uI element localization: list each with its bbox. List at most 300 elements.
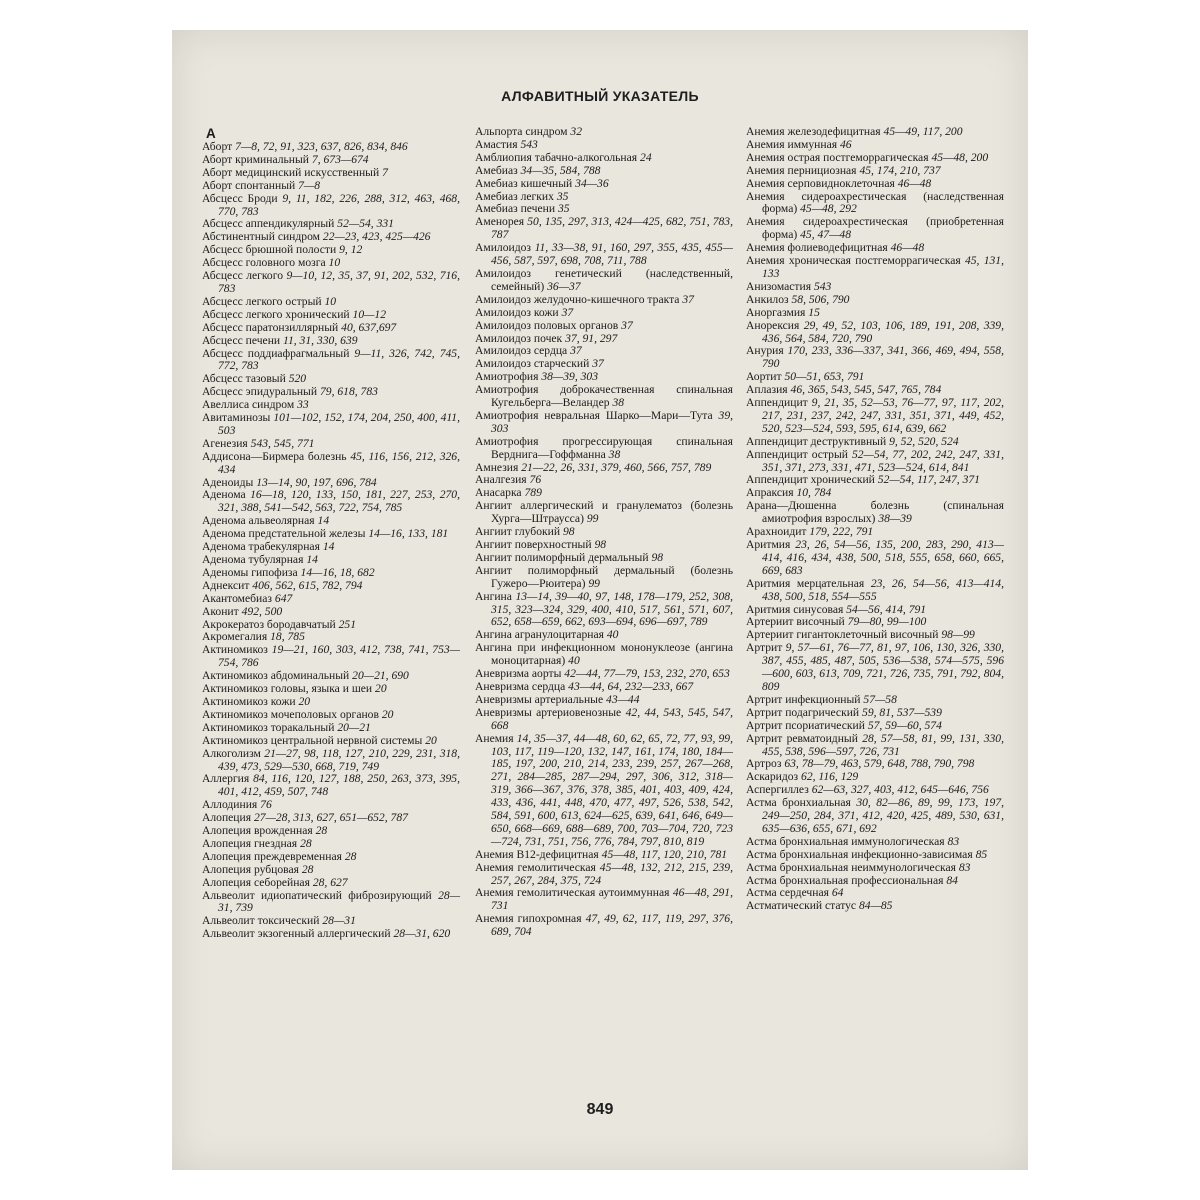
index-pages: 789 [524, 486, 542, 500]
index-entry [746, 900, 1004, 913]
index-entry [746, 216, 1004, 242]
index-term: Аденома трабекулярная [202, 540, 320, 554]
index-term: Аневризма аорты [475, 667, 562, 681]
index-pages: 21—22, 26, 331, 379, 460, 566, 757, 789 [521, 460, 712, 474]
index-pages: 19—21, 160, 303, 412, 738, 741, 753—754, 786 [218, 643, 460, 670]
index-entry [746, 797, 1004, 836]
index-pages: 84—85 [858, 899, 893, 913]
index-pages: 62—63, 327, 403, 412, 645—646, 756 [811, 783, 989, 797]
index-term: Аденома предстательной железы [202, 527, 366, 541]
index-term: Абсцесс головного мозга [202, 256, 326, 270]
index-term: Альвеолит токсический [202, 914, 320, 928]
index-term: Анорексия [746, 318, 800, 332]
index-pages: 99 [588, 576, 600, 590]
index-entry [475, 410, 733, 436]
index-term: Аденоиды [202, 475, 254, 489]
index-term: Амебиаз кишечный [475, 176, 573, 190]
index-entry [475, 242, 733, 268]
index-pages: 28 [300, 836, 312, 850]
index-term: Акромегалия [202, 630, 268, 644]
index-pages: 57—58 [863, 692, 897, 706]
index-term: Алопеция преждевременная [202, 849, 342, 863]
index-term: Аднексит [202, 578, 250, 592]
index-entry [202, 451, 460, 477]
index-pages: 20 [298, 694, 311, 708]
index-pages: 9, 21, 35, 52—53, 76—77, 97, 117, 202, 217, 231, 237, 242, 247, 331, 351, 371, 449, 452, 520, 523—524, 593, 595, 614, 639, 662 [762, 396, 1004, 435]
index-term: Анемия сидероахрестическая (приобретенная форма) [746, 215, 1004, 242]
index-pages: 10, 784 [796, 486, 832, 500]
index-pages: 14 [322, 540, 335, 554]
index-term: Актиномикоз кожи [202, 694, 296, 708]
index-entry [475, 642, 733, 668]
index-term: Ангиит аллергический и гранулематоз (болезнь Хурга—Штраусса) [475, 499, 733, 526]
index-entry [746, 500, 1004, 526]
index-pages: 37 [592, 357, 604, 371]
index-term: Аритмия мерцательная [746, 576, 865, 590]
index-pages: 37 [561, 305, 574, 319]
index-term: Аденома [202, 488, 246, 502]
index-term: Анурия [746, 344, 784, 358]
index-term: Альпорта синдром [475, 125, 568, 138]
index-term: Аллодиния [202, 798, 258, 812]
index-term: Амилоидоз кожи [475, 305, 559, 319]
index-term: Астма бронхиальная [746, 796, 851, 810]
index-entry [475, 862, 733, 888]
index-entry [202, 412, 460, 438]
index-pages: 28 [301, 862, 314, 876]
index-entry [475, 591, 733, 630]
index-pages: 7 [382, 165, 388, 179]
index-pages: 7, 673—674 [311, 152, 369, 166]
index-term: Абсцесс брюшной полости [202, 243, 337, 257]
index-term: Авеллиса синдром [202, 398, 295, 412]
index-term: Амебиаз [475, 163, 518, 177]
index-entry [475, 216, 733, 242]
index-pages: 101—102, 152, 174, 204, 250, 400, 411, 503 [218, 411, 460, 437]
index-pages: 76 [529, 473, 542, 487]
index-term: Алопеция себорейная [202, 875, 310, 889]
index-entry [746, 578, 1004, 604]
index-term: Анемия железодефицитная [746, 125, 881, 138]
index-pages: 47, 49, 62, 117, 119, 297, 376, 689, 704 [491, 912, 733, 939]
index-term: Амилоидоз половых органов [475, 318, 619, 332]
index-term: Анемия хроническая постгеморрагическая [746, 254, 961, 268]
index-pages: 170, 233, 336—337, 341, 366, 469, 494, 558, 790 [762, 344, 1004, 371]
index-term: Акрокератоз бородавчатый [202, 617, 336, 631]
index-term: Аналгезия [475, 473, 527, 487]
index-pages: 13—14, 90, 197, 696, 784 [256, 475, 377, 489]
index-entry [202, 748, 460, 774]
index-term: Амиотрофия [475, 370, 539, 384]
index-term: Анемия сидероахрестическая (наследственная форма) [746, 189, 1004, 216]
index-term: Алопеция врожденная [202, 824, 313, 838]
index-term: Анемия пернициозная [746, 163, 857, 177]
index-pages: 46—48, 291, 731 [491, 886, 733, 913]
index-pages: 22—23, 423, 425—426 [322, 230, 431, 244]
index-term: Амебиаз печени [475, 202, 556, 216]
index-pages: 28—31 [322, 914, 356, 928]
index-term: Агенезия [202, 436, 248, 450]
index-term: Абсцесс эпидуральный [202, 385, 318, 399]
page-title: АЛФАВИТНЫЙ УКАЗАТЕЛЬ [501, 88, 699, 104]
index-pages: 34—35, 584, 788 [520, 163, 601, 177]
index-term: Анемия [475, 731, 514, 745]
index-pages: 20 [425, 733, 437, 747]
index-entry [475, 268, 733, 294]
index-pages: 79, 618, 783 [319, 385, 378, 399]
index-pages: 45—48, 132, 212, 215, 239, 257, 267, 284, 375, 724 [491, 860, 733, 887]
index-pages: 16—18, 120, 133, 150, 181, 227, 253, 270, 321, 388, 541—542, 563, 722, 754, 785 [218, 488, 460, 515]
index-term: Аденома тубулярная [202, 553, 304, 566]
entry-list [202, 141, 460, 941]
index-pages: 543 [813, 279, 832, 293]
index-entry [746, 255, 1004, 281]
index-pages: 79—80, 99—100 [847, 615, 927, 629]
index-term: Амилоидоз сердца [475, 344, 568, 358]
index-pages: 28—31, 620 [393, 927, 451, 941]
index-pages: 14—16, 18, 682 [300, 565, 375, 579]
index-pages: 46, 365, 543, 545, 547, 765, 784 [790, 383, 942, 397]
index-pages: 20—21, 690 [352, 669, 409, 683]
index-pages: 37 [682, 292, 694, 306]
index-pages: 33 [297, 398, 309, 412]
index-term: Альвеолит идиопатический фиброзирующий [202, 888, 432, 902]
index-term: Астма бронхиальная инфекционно-зависимая [746, 847, 973, 861]
index-term: Амилоидоз желудочно-кишечного тракта [475, 292, 680, 306]
index-term: Астма бронхиальная неиммунологическая [746, 860, 956, 874]
index-term: Аноргазмия [746, 305, 806, 319]
index-pages: 20—21 [337, 720, 371, 734]
entry-list [746, 126, 1004, 913]
index-pages: 38—39, 303 [541, 370, 599, 384]
index-term: Анемия иммунная [746, 137, 838, 151]
index-term: Амебиаз легких [475, 189, 554, 203]
index-pages: 84 [946, 873, 958, 887]
index-pages: 9, 11, 182, 226, 288, 312, 463, 468, 770, 783 [218, 191, 460, 218]
index-term: Амиотрофия невральная Шарко—Мари—Тута [475, 408, 713, 422]
index-pages: 35 [556, 189, 569, 203]
index-term: Амиотрофия прогрессирующая спинальная Верднига—Гоффманна [475, 434, 733, 461]
index-pages: 28, 57—58, 81, 99, 131, 330, 455, 538, 596—597, 726, 731 [762, 731, 1004, 758]
index-pages: 50, 135, 297, 313, 424—425, 682, 751, 783, 787 [491, 215, 733, 242]
index-entry [475, 384, 733, 410]
index-pages: 11, 31, 330, 639 [283, 333, 358, 347]
index-term: Артрит подагрический [746, 705, 860, 719]
index-term: Аборт спонтанный [202, 178, 296, 192]
index-pages: 46—48 [890, 241, 925, 255]
index-pages: 14 [306, 553, 318, 566]
index-pages: 42, 44, 543, 545, 547, 668 [491, 705, 733, 732]
index-pages: 14, 35—37, 44—48, 60, 62, 65, 72, 77, 93, 99, 103, 117, 119—120, 132, 147, 161, 174, 180, 184—185, 197, 200, 210, 214, 233, 239, 257, 267—268, 271, 284—285, 287—294, 297, 306, 312, 318—319, 366—367, 376, 378, 385, 401, 403, 409, 424, 433, 436, 441, 448, 470, 477, 497, 526, 538, 542, 584, 591, 600, 613, 624—625, 639, 641, 646, 649—650, 668—669, 688—689, 700, 703—704, 720, 723—724, 731, 751, 756, 776, 784, 797, 810, 819 [491, 731, 733, 848]
index-pages: 57, 59—60, 574 [867, 718, 942, 732]
index-pages: 45, 47—48 [800, 228, 851, 242]
index-term: Актиномикоз абдоминальный [202, 669, 350, 683]
index-pages: 14 [317, 514, 330, 528]
index-term: Ангиит глубокий [475, 525, 561, 539]
index-pages: 28—31, 739 [218, 888, 460, 915]
index-term: Артрит инфекционный [746, 692, 861, 706]
index-pages: 63, 78—79, 463, 579, 648, 788, 790, 798 [784, 757, 975, 771]
index-term: Амиотрофия доброкачественная спинальная Кугельберга—Веландер [475, 383, 733, 410]
index-entry [746, 397, 1004, 436]
index-pages: 40, 637,697 [341, 320, 397, 334]
index-pages: 29, 49, 52, 103, 106, 189, 191, 208, 339, 436, 564, 584, 720, 790 [762, 318, 1004, 345]
index-entry [202, 644, 460, 670]
index-term: Аневризмы артериальные [475, 692, 604, 706]
index-pages: 58, 506, 790 [791, 292, 850, 306]
index-term: Абсцесс Броди [202, 191, 278, 205]
index-pages: 98—99 [941, 628, 975, 642]
index-term: Алкоголизм [202, 746, 261, 760]
index-pages: 21—27, 98, 118, 127, 210, 229, 231, 318, 439, 473, 529—530, 668, 719, 749 [218, 746, 460, 773]
index-term: Алопеция [202, 811, 252, 825]
index-pages: 179, 222, 791 [809, 525, 874, 539]
index-entry [202, 193, 460, 219]
index-term: Арахноидит [746, 525, 807, 539]
index-pages: 43—44, 64, 232—233, 667 [568, 679, 694, 693]
index-pages: 50—51, 653, 791 [784, 370, 865, 384]
index-pages: 37 [570, 344, 582, 358]
index-term: Актиномикоз мочеполовых органов [202, 707, 379, 721]
index-term: Апраксия [746, 486, 794, 500]
index-pages: 36—37 [547, 279, 581, 293]
index-term: Аденома альвеолярная [202, 514, 315, 528]
index-pages: 40 [568, 654, 580, 668]
index-term: Актиномикоз головы, языка и шеи [202, 682, 373, 696]
index-pages: 46—48 [897, 176, 932, 190]
index-entry [202, 270, 460, 296]
index-term: Абсцесс легкого острый [202, 294, 322, 308]
index-term: Аппендицит хронический [746, 473, 875, 487]
index-pages: 62, 116, 129 [801, 770, 859, 784]
index-term: Аддисона—Бирмера болезнь [202, 449, 347, 463]
index-pages: 46 [839, 137, 852, 151]
index-pages: 10—12 [352, 307, 387, 321]
index-term: Анемия B12-дефицитная [475, 847, 599, 861]
index-term: Амилоидоз [475, 241, 531, 255]
index-pages: 38—39 [878, 512, 912, 526]
index-term: Ангина при инфекционном мононуклеозе (ангина моноцитарная) [475, 641, 733, 668]
index-term: Аллергия [202, 772, 250, 786]
index-term: Актиномикоз торакальный [202, 720, 335, 734]
index-pages: 34—36 [575, 176, 609, 190]
index-term: Ангиит поверхностный [475, 538, 592, 551]
index-term: Анкилоз [746, 292, 789, 306]
index-pages: 83 [958, 860, 971, 874]
index-term: Аппендицит [746, 396, 808, 410]
index-term: Амилоидоз генетический (наследственный, семейный) [475, 266, 733, 293]
index-term: Анемия гипохромная [475, 912, 582, 926]
index-pages: 76 [260, 798, 272, 812]
index-term: Ангина агранулоцитарная [475, 628, 604, 642]
index-term: Актиномикоз центральной нервной системы [202, 733, 423, 747]
index-pages: 15 [808, 305, 820, 319]
index-pages: 7—8, 72, 91, 323, 637, 826, 834, 846 [235, 140, 408, 153]
index-pages: 9, 57—61, 76—77, 81, 97, 106, 130, 326, 330, 387, 455, 485, 487, 505, 536—538, 574—575, 596—600, 603, 613, 709, 721, 726, 735, 791, 792, 804, 809 [762, 641, 1004, 693]
index-pages: 28 [315, 824, 328, 838]
index-pages: 251 [338, 617, 356, 631]
section-letter: А [206, 126, 216, 141]
index-pages: 20 [375, 682, 387, 696]
index-entry [475, 565, 733, 591]
index-pages: 37, 91, 297 [565, 331, 618, 345]
index-term: Аневризма сердца [475, 679, 566, 693]
index-pages: 45—49, 117, 200 [883, 125, 963, 138]
index-entry [475, 887, 733, 913]
index-pages: 20 [381, 707, 394, 721]
index-pages: 543, 545, 771 [250, 436, 315, 450]
index-term: Анемия серповидноклеточная [746, 176, 895, 190]
index-pages: 37 [621, 318, 633, 332]
index-term: Абсцесс паратонзиллярный [202, 320, 339, 334]
index-column-1 [202, 126, 460, 941]
index-term: Анемия острая постгеморрагическая [746, 150, 929, 164]
index-pages: 18, 785 [270, 630, 305, 644]
index-pages: 11, 33—38, 91, 160, 297, 355, 435, 455—456, 587, 597, 698, 708, 711, 788 [491, 241, 733, 268]
index-entry [202, 773, 460, 799]
index-term: Анасарка [475, 486, 522, 500]
index-term: Амастия [475, 137, 518, 151]
index-term: Анемия фолиеводефицитная [746, 241, 888, 255]
index-term: Аденомы гипофиза [202, 565, 298, 579]
index-entry [746, 733, 1004, 759]
index-pages: 45, 116, 156, 212, 326, 434 [218, 449, 461, 476]
index-term: Аритмия синусовая [746, 602, 844, 616]
index-pages: 59, 81, 537—539 [862, 705, 942, 719]
index-entry [475, 707, 733, 733]
index-pages: 54—56, 414, 791 [846, 602, 927, 616]
index-pages: 52—54, 331 [337, 217, 394, 231]
index-term: Абсцесс печени [202, 333, 281, 347]
index-term: Аборт [202, 140, 233, 153]
index-pages: 9, 52, 520, 524 [889, 434, 959, 448]
index-term: Артрит ревматоидный [746, 731, 858, 745]
index-pages: 85 [975, 847, 988, 861]
index-term: Астма бронхиальная профессиональная [746, 873, 944, 887]
index-pages: 42—44, 77—79, 153, 232, 270, 653 [564, 667, 730, 681]
index-term: Аборт медицинский искусственный [202, 165, 380, 179]
index-term: Анизомастия [746, 279, 812, 293]
index-term: Аппендицит острый [746, 447, 848, 461]
index-term: Алопеция рубцовая [202, 862, 299, 876]
page-number: 849 [586, 1101, 614, 1118]
index-term: Артериит гигантоклеточный височный [746, 628, 939, 642]
index-term: Амнезия [475, 460, 519, 474]
index-pages: 38 [608, 447, 621, 461]
index-pages: 98 [562, 525, 575, 539]
index-pages: 28 [344, 849, 357, 863]
index-pages: 84, 116, 120, 127, 188, 250, 263, 373, 395, 401, 412, 459, 507, 748 [218, 772, 460, 799]
index-term: Аконит [202, 604, 239, 618]
index-term: Астматический статус [746, 899, 857, 913]
index-pages: 9—11, 326, 742, 745, 772, 783 [218, 346, 460, 373]
index-term: Абстинентный синдром [202, 230, 320, 244]
index-entry [202, 890, 460, 916]
index-term: Аборт криминальный [202, 152, 309, 166]
index-term: Аневризмы артериовенозные [475, 705, 622, 719]
index-term: Аскаридоз [746, 770, 799, 784]
index-entry [746, 449, 1004, 475]
index-term: Акантомебиаз [202, 591, 272, 605]
index-term: Ангиит полиморфный дермальный (болезнь Гужеро—Рюитера) [475, 563, 733, 590]
index-term: Аплазия [746, 383, 788, 397]
index-pages: 45, 131, 133 [762, 254, 1004, 280]
index-term: Анемия гемолитическая [475, 860, 596, 874]
index-pages: 23, 26, 54—56, 413—414, 438, 500, 518, 554—555 [762, 576, 1004, 603]
index-entry [202, 928, 460, 941]
index-term: Амблиопия табачно-алкогольная [475, 150, 638, 164]
index-term: Артроз [746, 757, 782, 771]
index-pages: 43—44 [606, 692, 640, 706]
index-term: Анемия гемолитическая аутоиммунная [475, 886, 670, 900]
index-term: Астма бронхиальная иммунологическая [746, 834, 945, 848]
index-entry [475, 913, 733, 939]
index-entry [202, 489, 460, 515]
index-column-3 [746, 126, 1004, 913]
index-pages: 45, 174, 210, 737 [859, 163, 941, 177]
index-pages: 492, 500 [241, 604, 283, 618]
index-term: Аспергиллез [746, 783, 809, 797]
book-page [172, 30, 1028, 1170]
index-pages: 38 [612, 396, 625, 410]
index-entry [475, 500, 733, 526]
index-pages: 40 [606, 628, 619, 642]
index-entry [475, 733, 733, 849]
index-pages: 35 [557, 202, 570, 216]
index-pages: 45—48, 117, 120, 210, 781 [601, 847, 728, 861]
index-term: Аритмия [746, 538, 791, 551]
index-pages: 10 [324, 294, 337, 308]
index-pages: 13—14, 39—40, 97, 148, 178—179, 252, 308, 315, 323—324, 329, 400, 410, 517, 561, 571, 607, 652, 658—659, 662, 693—694, 696—697, 789 [491, 589, 734, 629]
index-term: Ангиит полиморфный дермальный [475, 550, 649, 564]
index-entry [746, 191, 1004, 217]
index-entry [746, 539, 1004, 578]
index-pages: 45—48, 292 [800, 202, 857, 216]
index-term: Артрит [746, 641, 783, 655]
index-pages: 27—28, 313, 627, 651—652, 787 [253, 811, 408, 825]
index-pages: 520 [288, 372, 307, 386]
index-pages: 10 [328, 256, 341, 270]
index-term: Алопеция гнездная [202, 836, 298, 850]
index-pages: 64 [831, 886, 844, 900]
index-pages: 9—10, 12, 35, 37, 91, 202, 532, 716, 783 [218, 269, 460, 295]
index-pages: 52—54, 117, 247, 371 [877, 473, 980, 487]
index-term: Актиномикоз [202, 643, 268, 657]
index-pages: 98 [594, 538, 607, 551]
index-term: Абсцесс поддиафрагмальный [202, 346, 350, 360]
index-pages: 30, 82—86, 89, 99, 173, 197, 249—250, 284, 371, 412, 420, 425, 489, 530, 631, 635—636, 655, 671, 692 [762, 796, 1004, 835]
index-pages: 406, 562, 615, 782, 794 [252, 578, 363, 592]
index-term: Абсцесс тазовый [202, 372, 286, 386]
index-term: Астма сердечная [746, 886, 829, 900]
index-pages: 23, 26, 54—56, 135, 200, 283, 290, 413—414, 416, 434, 438, 500, 518, 555, 658, 660, 665, 669, 683 [762, 538, 1004, 577]
index-pages: 7—8 [298, 178, 321, 192]
index-term: Абсцесс аппендикулярный [202, 217, 335, 231]
index-term: Ангина [475, 589, 512, 603]
index-entry [746, 642, 1004, 694]
index-term: Альвеолит экзогенный аллергический [202, 927, 391, 941]
index-pages: 647 [274, 591, 293, 605]
index-term: Абсцесс легкого хронический [202, 307, 350, 321]
index-term: Авитаминозы [202, 411, 271, 425]
index-pages: 24 [640, 150, 652, 164]
index-pages: 32 [570, 125, 583, 138]
index-pages: 39, 303 [491, 408, 734, 435]
index-pages: 52—54, 77, 202, 242, 247, 331, 351, 371, 273, 331, 471, 523—524, 614, 841 [762, 447, 1004, 474]
index-pages: 98 [651, 550, 664, 564]
index-term: Артериит височный [746, 615, 845, 629]
index-term: Аменорея [475, 215, 525, 229]
